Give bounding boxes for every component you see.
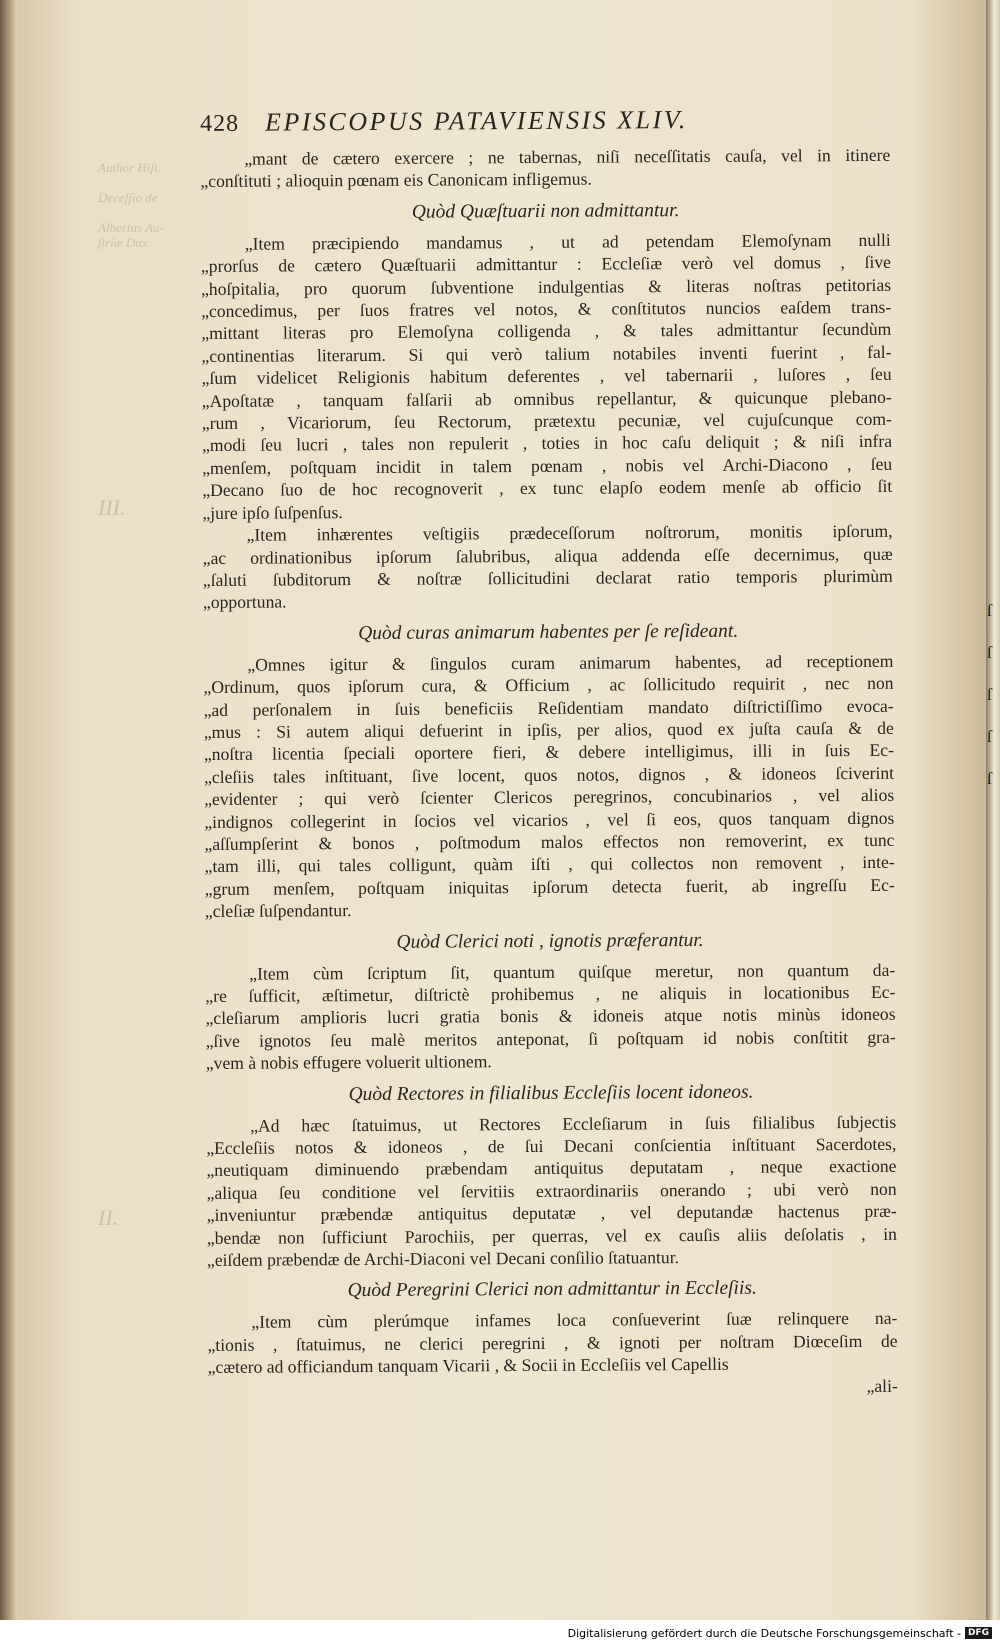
section-heading: Quòd Clerici noti , ignotis præferantur.	[396, 929, 704, 953]
text-line: „hoſpitalia, pro quorum ſubventione indulgentias & literas noſtras petitorias	[201, 274, 892, 299]
next-page-edge-letters: ſ ſ ſ ſ ſ	[987, 601, 992, 788]
text-line: „indignos collegerint in ſocios vel vicarios , vel ſi eos, quos tanquam dignos	[204, 807, 895, 832]
text-line: „mus : Si autem aliqui defuerint in ipſis, per alios, quod ex juſta cauſa & de	[203, 717, 894, 742]
running-title: EPISCOPUS PATAVIENSIS XLIV.	[264, 105, 688, 137]
page-text	[199, 105, 898, 1401]
text-line: „vem à nobis effugere voluerit ultionem.	[205, 1051, 492, 1074]
text-line: „opportuna.	[202, 591, 287, 613]
text-line: „tam illi, qui tales colligunt, quàm iſti , qui collectos non removent , inte-	[204, 852, 895, 877]
text-line: „Decano ſuo de hoc recognoverit , ex tunc elapſo eodem menſe ab officio ſit	[202, 476, 893, 501]
text-line: „conſtituti ; alioquin pœnam eis Canonicam infligemus.	[200, 169, 592, 192]
text-line: „cætero ad officiandum tanquam Vicarii , & Socii in Eccleſiis vel Capellis	[207, 1354, 729, 1378]
text-line: „Apoſtatæ , tanquam falſarii ab omnibus repellantur, & quicunque plebano-	[201, 386, 892, 411]
text-line: „cleſiæ ſuſpendantur.	[204, 900, 352, 922]
show-through-text: II.	[98, 1205, 119, 1230]
section-heading: Quòd Rectores in filialibus Eccleſiis locent idoneos.	[348, 1081, 754, 1105]
text-line: „Ad hæc ſtatuimus, ut Rectores Eccleſiarum in ſuis filialibus ſubjectis	[250, 1111, 897, 1136]
book-gutter	[0, 0, 20, 1620]
text-line: „eiſdem præbendæ de Archi-Diaconi vel Decani conſilio ſtatuantur.	[206, 1247, 680, 1271]
text-line: „prorſus de cætero Quæſtuarii admittantur : Eccleſiæ verò vel domus , ſive	[200, 252, 891, 277]
text-line: „cleſiis tales inſtituant, ſive locent, quos notos, dignos , & idoneos ſciverint	[203, 762, 895, 787]
text-line: „Item cùm ſcriptum ſit, quantum quiſque meretur, non quantum da-	[249, 959, 896, 984]
text-line: „ſive ignotos ſeu malè meritos anteponat, ſi poſtquam id nobis conſtitit gra-	[205, 1026, 896, 1051]
text-line: „grum menſem, poſtquam iniquitas ipſorum detecta fuerit, ab ingreſſu Ec-	[204, 874, 895, 899]
dfg-logo: DFG	[965, 1627, 992, 1639]
section-heading: Quòd curas animarum habentes per ſe reſideant.	[358, 620, 739, 644]
text-line: „inveniuntur præbendæ antiquitus deputatæ , vel deputandæ hactenus præ-	[206, 1201, 897, 1226]
text-line: „mant de cætero exercere ; ne tabernas, niſi neceſſitatis cauſa, vel in itinere	[244, 144, 891, 169]
text-line: „Item cùm plerúmque infames loca conſueverint ſuæ relinquere na-	[251, 1308, 898, 1333]
text-line: „bendæ non ſufficiunt Parochiis, per querras, vel ex cauſis aliis deſolatis , in	[206, 1223, 897, 1248]
running-header	[199, 105, 890, 148]
text-line: „mittant literas pro Elemoſyna colligenda , & tales admittantur ſecundùm	[201, 319, 892, 344]
text-line: „cleſiarum amplioris lucri gratia bonis & idoneis atque notis minùs idoneos	[205, 1004, 896, 1029]
page-number: 428	[199, 110, 240, 137]
text-line: „ac ordinationibus ipſorum ſalubribus, aliqua addenda eſſe decernimus, quæ	[202, 543, 893, 568]
footer-credit: Digitalisierung gefördert durch die Deutsche Forschungsgemeinschaft -	[567, 1626, 961, 1640]
section-heading: Quòd Quæſtuarii non admittantur.	[411, 199, 680, 223]
text-line: „aſſumpſerint & bonos , poſtmodum malos effectos non removerint, ex tunc	[204, 829, 895, 854]
text-line: „evidenter ; qui verò ſcienter Clericos peregrinos, concubinarios , vel alios	[204, 784, 895, 810]
next-page-edge	[986, 0, 1000, 1620]
text-line: „Ordinum, quos ipſorum cura, & Officium , ac ſollicitudo requirit , nec non	[203, 672, 894, 698]
text-line: „concedimus, per ſuos fratres vel notos, & conſtitutos nuncios eaſdem trans-	[201, 296, 892, 322]
text-line: „Omnes igitur & ſingulos curam animarum habentes, ad receptionem	[247, 650, 894, 675]
text-line: „Item præcipiendo mandamus , ut ad petendam Elemoſynam nulli	[244, 229, 891, 254]
text-line: „jure ipſo ſuſpenſus.	[202, 501, 343, 523]
section-heading: Quòd Peregrini Clerici non admittantur in Eccleſiis.	[347, 1278, 757, 1302]
show-through-text: Author Hiſt. Deceſſio de Albertus Au- ſtriæ Dux.	[98, 160, 164, 250]
text-line: „modi ſeu lucri , tales non repulerit , toties in hoc caſu deliquit ; & niſi infra	[201, 431, 893, 456]
digitization-footer	[0, 1620, 1000, 1646]
text-line: „ad perſonalem in ſuis beneficiis Reſidentiam mandato diſtrictiſſimo evoca-	[203, 695, 894, 720]
text-line: „continentias literarum. Si qui verò talium notabiles inventi fuerint , fal-	[201, 341, 892, 366]
text-line: „ſum videlicet Religionis habitum deferentes , vel tabernarii , luſores , ſeu	[201, 364, 892, 389]
text-line: „rum , Vicariorum, ſeu Rectorum, prætextu pecuniæ, vel cujuſcunque com-	[201, 408, 892, 434]
text-line: „ſaluti ſubditorum & noſtræ ſollicitudini declarat ratio temporis plurimùm	[202, 565, 893, 590]
text-line: „Item inhærentes veſtigiis prædeceſſorum noſtrorum, monitis ipſorum,	[246, 520, 893, 545]
text-line: „aliqua ſeu conditione vel ſervitiis extraordinariis onerando ; ubi verò non	[206, 1178, 897, 1203]
text-line: „re ſufficit, æſtimetur, diſtrictè prohibemus , ne aliquis in locationibus Ec-	[205, 981, 896, 1006]
show-through-text: III.	[98, 495, 126, 520]
body-text	[200, 144, 898, 1379]
text-line: „noſtra licentia ſpeciali oportere fieri, & debere intelligimus, illi in ſuis Ec-	[203, 740, 894, 765]
text-line: „tionis , ſtatuimus, ne clerici peregrini , & ignoti per noſtram Diœceſim de	[207, 1330, 898, 1355]
text-line: „neutiquam diminuendo præbendam antiquitus deputatam , neque exactione	[206, 1156, 897, 1181]
catchword: „ali-	[866, 1375, 898, 1396]
text-line: „menſem, poſtquam incidit in talem pœnam , nobis vel Archi-Diacono , ſeu	[202, 453, 893, 478]
text-line: „Eccleſiis notos & idoneos , de ſui Decani conſcientia inſtituant Sacerdotes,	[206, 1133, 897, 1159]
